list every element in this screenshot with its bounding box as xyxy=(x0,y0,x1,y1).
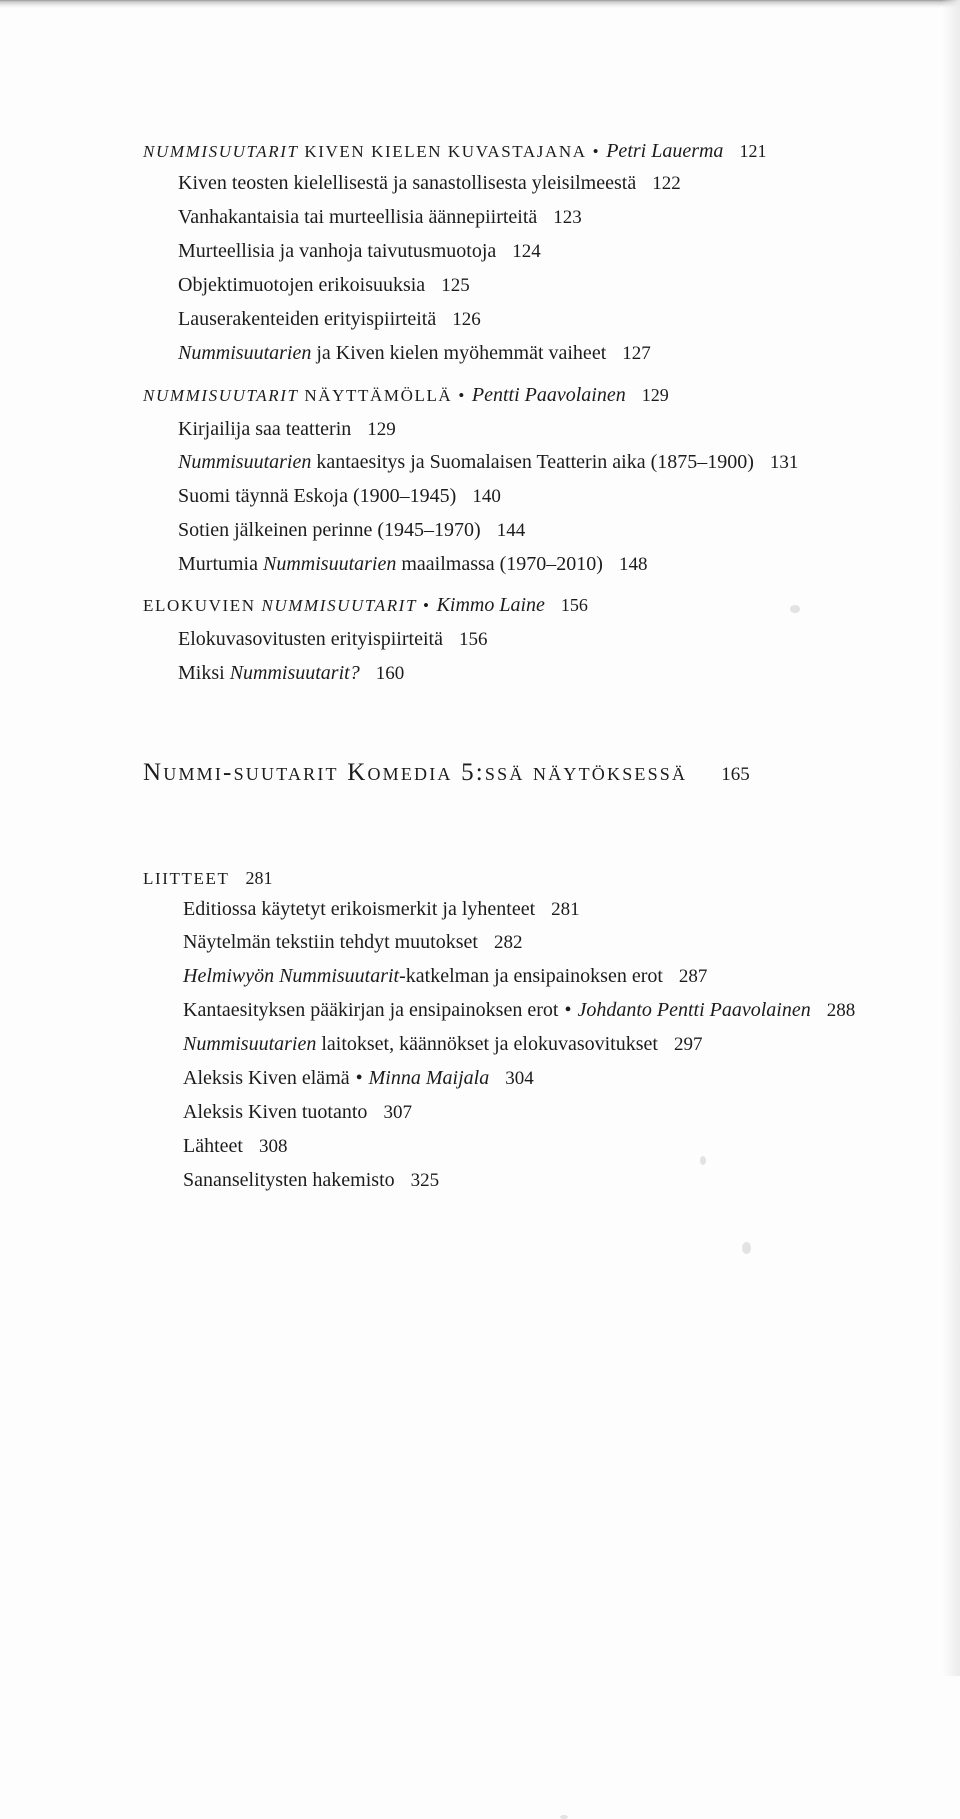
toc-entry xyxy=(178,207,582,227)
page-number: 282 xyxy=(493,932,523,953)
entry-text: maailmassa (1970–2010) xyxy=(401,553,603,575)
toc-entry xyxy=(183,932,522,952)
entry-text-italic: Helmiwyön Nummisuutarit- xyxy=(183,965,406,987)
page-number: 165 xyxy=(721,764,750,785)
page-number: 148 xyxy=(618,554,648,575)
entry-text-italic: Nummisuutarien xyxy=(178,342,312,364)
toc-entry xyxy=(183,1034,702,1054)
section-heading-stage xyxy=(143,385,669,405)
scan-speck xyxy=(560,1815,568,1819)
entry-text: Elokuvasovitusten erityispiirteitä xyxy=(178,628,443,650)
entry-text-italic: Nummisuutarien xyxy=(183,1033,317,1055)
page-number: 307 xyxy=(383,1102,412,1123)
page-number: 281 xyxy=(245,868,273,888)
heading-title-italic: NUMMISUUTARIT xyxy=(143,142,299,161)
section-heading-film xyxy=(143,595,588,615)
page-number: 131 xyxy=(769,452,799,473)
entry-text: Kiven teosten kielellisestä ja sanastollisesta yleisilmeestä xyxy=(178,172,637,194)
entry-text: Sotien jälkeinen perinne (1945–1970) xyxy=(178,519,481,541)
entry-text: Kantaesityksen pääkirjan ja ensipainoksen erot xyxy=(183,999,559,1021)
page-number: 156 xyxy=(458,629,488,650)
entry-text: Lähteet xyxy=(183,1135,243,1157)
heading-title-pre: ELOKUVIEN xyxy=(143,596,256,615)
bullet-separator: • xyxy=(592,142,601,161)
scan-speck xyxy=(742,1242,751,1254)
toc-entry xyxy=(183,966,707,986)
scan-speck xyxy=(790,605,800,613)
page-number: 122 xyxy=(652,173,681,194)
heading-author: Petri Lauerma xyxy=(606,140,724,162)
toc-entry xyxy=(178,452,798,472)
toc-entry xyxy=(178,309,481,329)
entry-text: Kirjailija saa teatterin xyxy=(178,418,352,440)
page-number: 281 xyxy=(551,899,580,920)
toc-entry xyxy=(183,1170,439,1190)
entry-text: Sananselitysten hakemisto xyxy=(183,1169,395,1191)
entry-text: laitokset, käännökset ja elokuvasovitukset xyxy=(321,1033,658,1055)
heading-title-italic: NUMMISUUTARIT xyxy=(261,596,417,615)
page-number: 308 xyxy=(258,1136,288,1157)
entry-text: Suomi täynnä Eskoja (1900–1945) xyxy=(178,485,457,507)
scan-top-edge xyxy=(0,0,960,8)
heading-title-italic: NUMMISUUTARIT xyxy=(143,386,299,405)
entry-text-italic: Nummisuutarit? xyxy=(229,662,360,684)
entry-author: Johdanto Pentti Paavolainen xyxy=(577,999,811,1021)
page-number: 156 xyxy=(560,595,588,615)
page-number: 325 xyxy=(410,1170,440,1191)
page-number: 129 xyxy=(367,419,396,440)
heading-title-rest: NÄYTTÄMÖLLÄ xyxy=(304,386,453,405)
page-number: 125 xyxy=(441,275,470,296)
page-number: 129 xyxy=(641,385,669,405)
toc-entry xyxy=(183,1068,534,1088)
page-number: 121 xyxy=(739,141,767,161)
toc-entry xyxy=(178,419,396,439)
toc-entry xyxy=(178,173,681,193)
page-number: 297 xyxy=(673,1034,703,1055)
page-number: 160 xyxy=(375,663,405,684)
entry-text: Aleksis Kiven tuotanto xyxy=(183,1101,368,1123)
toc-entry xyxy=(178,663,404,683)
entry-text: Vanhakantaisia tai murteellisia äännepiirteitä xyxy=(178,206,538,228)
page-number: 127 xyxy=(622,343,651,364)
bullet-separator: • xyxy=(564,999,572,1021)
entry-text: Lauserakenteiden erityispiirteitä xyxy=(178,308,437,330)
heading-author: Kimmo Laine xyxy=(436,594,545,616)
toc-entry xyxy=(178,343,651,363)
bullet-separator: • xyxy=(458,386,466,405)
toc-entry xyxy=(178,629,487,649)
page-number: 304 xyxy=(505,1068,534,1089)
toc-entry xyxy=(183,1000,855,1020)
entry-author: Minna Maijala xyxy=(368,1067,490,1089)
entry-text: kantaesitys ja Suomalaisen Teatterin aika (1875–1900) xyxy=(316,451,754,473)
entry-text-italic: Nummisuutarien xyxy=(263,553,397,575)
toc-entry xyxy=(178,275,470,295)
toc-entry xyxy=(183,1136,287,1156)
bullet-separator: • xyxy=(423,596,431,615)
toc-entry xyxy=(178,241,541,261)
scan-speck xyxy=(700,1156,706,1165)
toc-entry xyxy=(183,1102,412,1122)
entry-text: Murtumia xyxy=(178,553,258,575)
page-number: 126 xyxy=(452,309,481,330)
entry-text: Objektimuotojen erikoisuuksia xyxy=(178,274,426,296)
appendix-heading xyxy=(143,869,272,887)
page-number: 140 xyxy=(472,486,501,507)
entry-text: Murteellisia ja vanhoja taivutusmuotoja xyxy=(178,240,497,262)
entry-text: Aleksis Kiven elämä xyxy=(183,1067,350,1089)
entry-text: Näytelmän tekstiin tehdyt muutokset xyxy=(183,931,478,953)
entry-text: katkelman ja ensipainoksen erot xyxy=(405,965,663,987)
page-number: 288 xyxy=(826,1000,856,1021)
toc-entry xyxy=(178,486,501,506)
entry-text-italic: Nummisuutarien xyxy=(178,451,312,473)
page-number: 144 xyxy=(496,520,526,541)
toc-entry xyxy=(178,554,647,574)
page-number: 124 xyxy=(512,241,541,262)
play-title-text: Nummi-suutarit Komedia 5:ssä näytöksessä xyxy=(143,759,688,786)
page-number: 123 xyxy=(553,207,582,228)
bullet-separator: • xyxy=(355,1067,363,1089)
entry-text: ja Kiven kielen myöhemmät vaiheet xyxy=(316,342,607,364)
section-heading-language xyxy=(143,141,766,161)
entry-text: Editiossa käytetyt erikoismerkit ja lyhenteet xyxy=(183,898,536,920)
scan-right-shade xyxy=(942,0,960,1676)
heading-title: LIITTEET xyxy=(143,869,230,888)
heading-author: Pentti Paavolainen xyxy=(471,384,626,406)
play-title xyxy=(143,760,750,785)
toc-entry xyxy=(178,520,525,540)
heading-title-rest: KIVEN KIELEN KUVASTAJANA xyxy=(304,142,587,161)
entry-text: Miksi xyxy=(178,662,225,684)
toc-entry xyxy=(183,899,580,919)
page-number: 287 xyxy=(678,966,708,987)
